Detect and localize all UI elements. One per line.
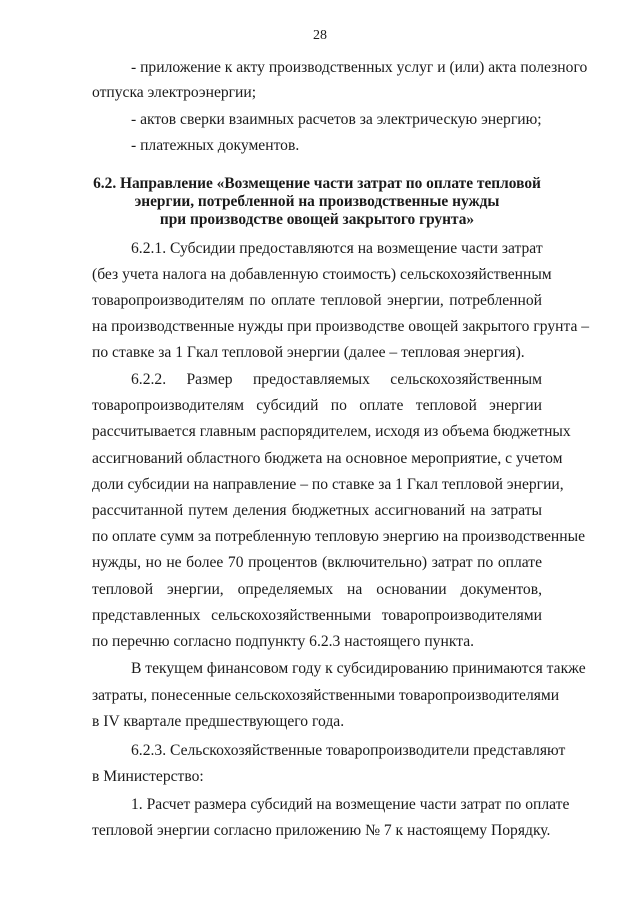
- paragraph-current-year-line: в IV квартале предшествующего года.: [92, 713, 345, 730]
- paragraph-6-2-2-line: товаропроизводителям субсидий по оплате тепловой энергии: [92, 397, 542, 414]
- paragraph-current-year-line: В текущем финансовом году к субсидированию принимаются также: [131, 660, 586, 677]
- paragraph-6-2-1-line: товаропроизводителям по оплате тепловой энергии, потребленной: [92, 292, 542, 309]
- top-list-line: - платежных документов.: [131, 137, 300, 154]
- paragraph-6-2-2-line: 6.2.2. Размер предоставляемых сельскохозяйственным: [131, 371, 542, 388]
- paragraph-6-2-1-line: на производственные нужды при производстве овощей закрытого грунта –: [92, 318, 590, 335]
- paragraph-6-2-2-line: рассчитанной путем деления бюджетных ассигнований на затраты: [92, 502, 542, 519]
- paragraph-6-2-1-line: по ставке за 1 Гкал тепловой энергии (далее – тепловая энергия).: [92, 344, 525, 361]
- paragraph-6-2-2-line: по перечню согласно подпункту 6.2.3 настоящего пункта.: [92, 633, 475, 650]
- paragraph-6-2-2-line: рассчитывается главным распорядителем, исходя из объема бюджетных: [92, 423, 571, 440]
- page-number: 28: [313, 28, 327, 43]
- section-heading-line: энергии, потребленной на производственные нужды: [134, 193, 500, 210]
- section-heading-line: при производстве овощей закрытого грунта»: [159, 211, 475, 228]
- section-heading-line: 6.2. Направление «Возмещение части затрат по оплате тепловой: [93, 175, 541, 192]
- list-item-1-line: тепловой энергии согласно приложению № 7 к настоящему Порядку.: [92, 822, 551, 839]
- list-item-1-line: 1. Расчет размера субсидий на возмещение части затрат по оплате: [131, 796, 570, 813]
- paragraph-6-2-2-line: ассигнований областного бюджета на основное мероприятие, с учетом: [92, 450, 563, 467]
- paragraph-6-2-2-line: по оплате сумм за потребленную тепловую энергию на производственные: [92, 528, 586, 545]
- paragraph-6-2-2-line: тепловой энергии, определяемых на основании документов,: [92, 581, 542, 598]
- paragraph-current-year-line: затраты, понесенные сельскохозяйственными товаропроизводителями: [92, 687, 560, 704]
- top-list-line: - приложение к акту производственных услуг и (или) акта полезного: [131, 59, 588, 76]
- paragraph-6-2-2-line: нужды, но не более 70 процентов (включительно) затрат по оплате: [92, 554, 542, 571]
- top-list-line: отпуска электроэнергии;: [92, 84, 257, 101]
- paragraph-6-2-3-line: в Министерство:: [92, 768, 204, 785]
- paragraph-6-2-2-line: доли субсидии на направление – по ставке за 1 Гкал тепловой энергии,: [92, 476, 564, 493]
- top-list-line: - актов сверки взаимных расчетов за электрическую энергию;: [131, 111, 542, 128]
- paragraph-6-2-1-line: (без учета налога на добавленную стоимость) сельскохозяйственным: [92, 266, 552, 283]
- paragraph-6-2-3-line: 6.2.3. Сельскохозяйственные товаропроизводители представляют: [131, 742, 566, 759]
- paragraph-6-2-1-line: 6.2.1. Субсидии предоставляются на возмещение части затрат: [131, 240, 543, 257]
- paragraph-6-2-2-line: представленных сельскохозяйственными товаропроизводителями: [92, 607, 542, 624]
